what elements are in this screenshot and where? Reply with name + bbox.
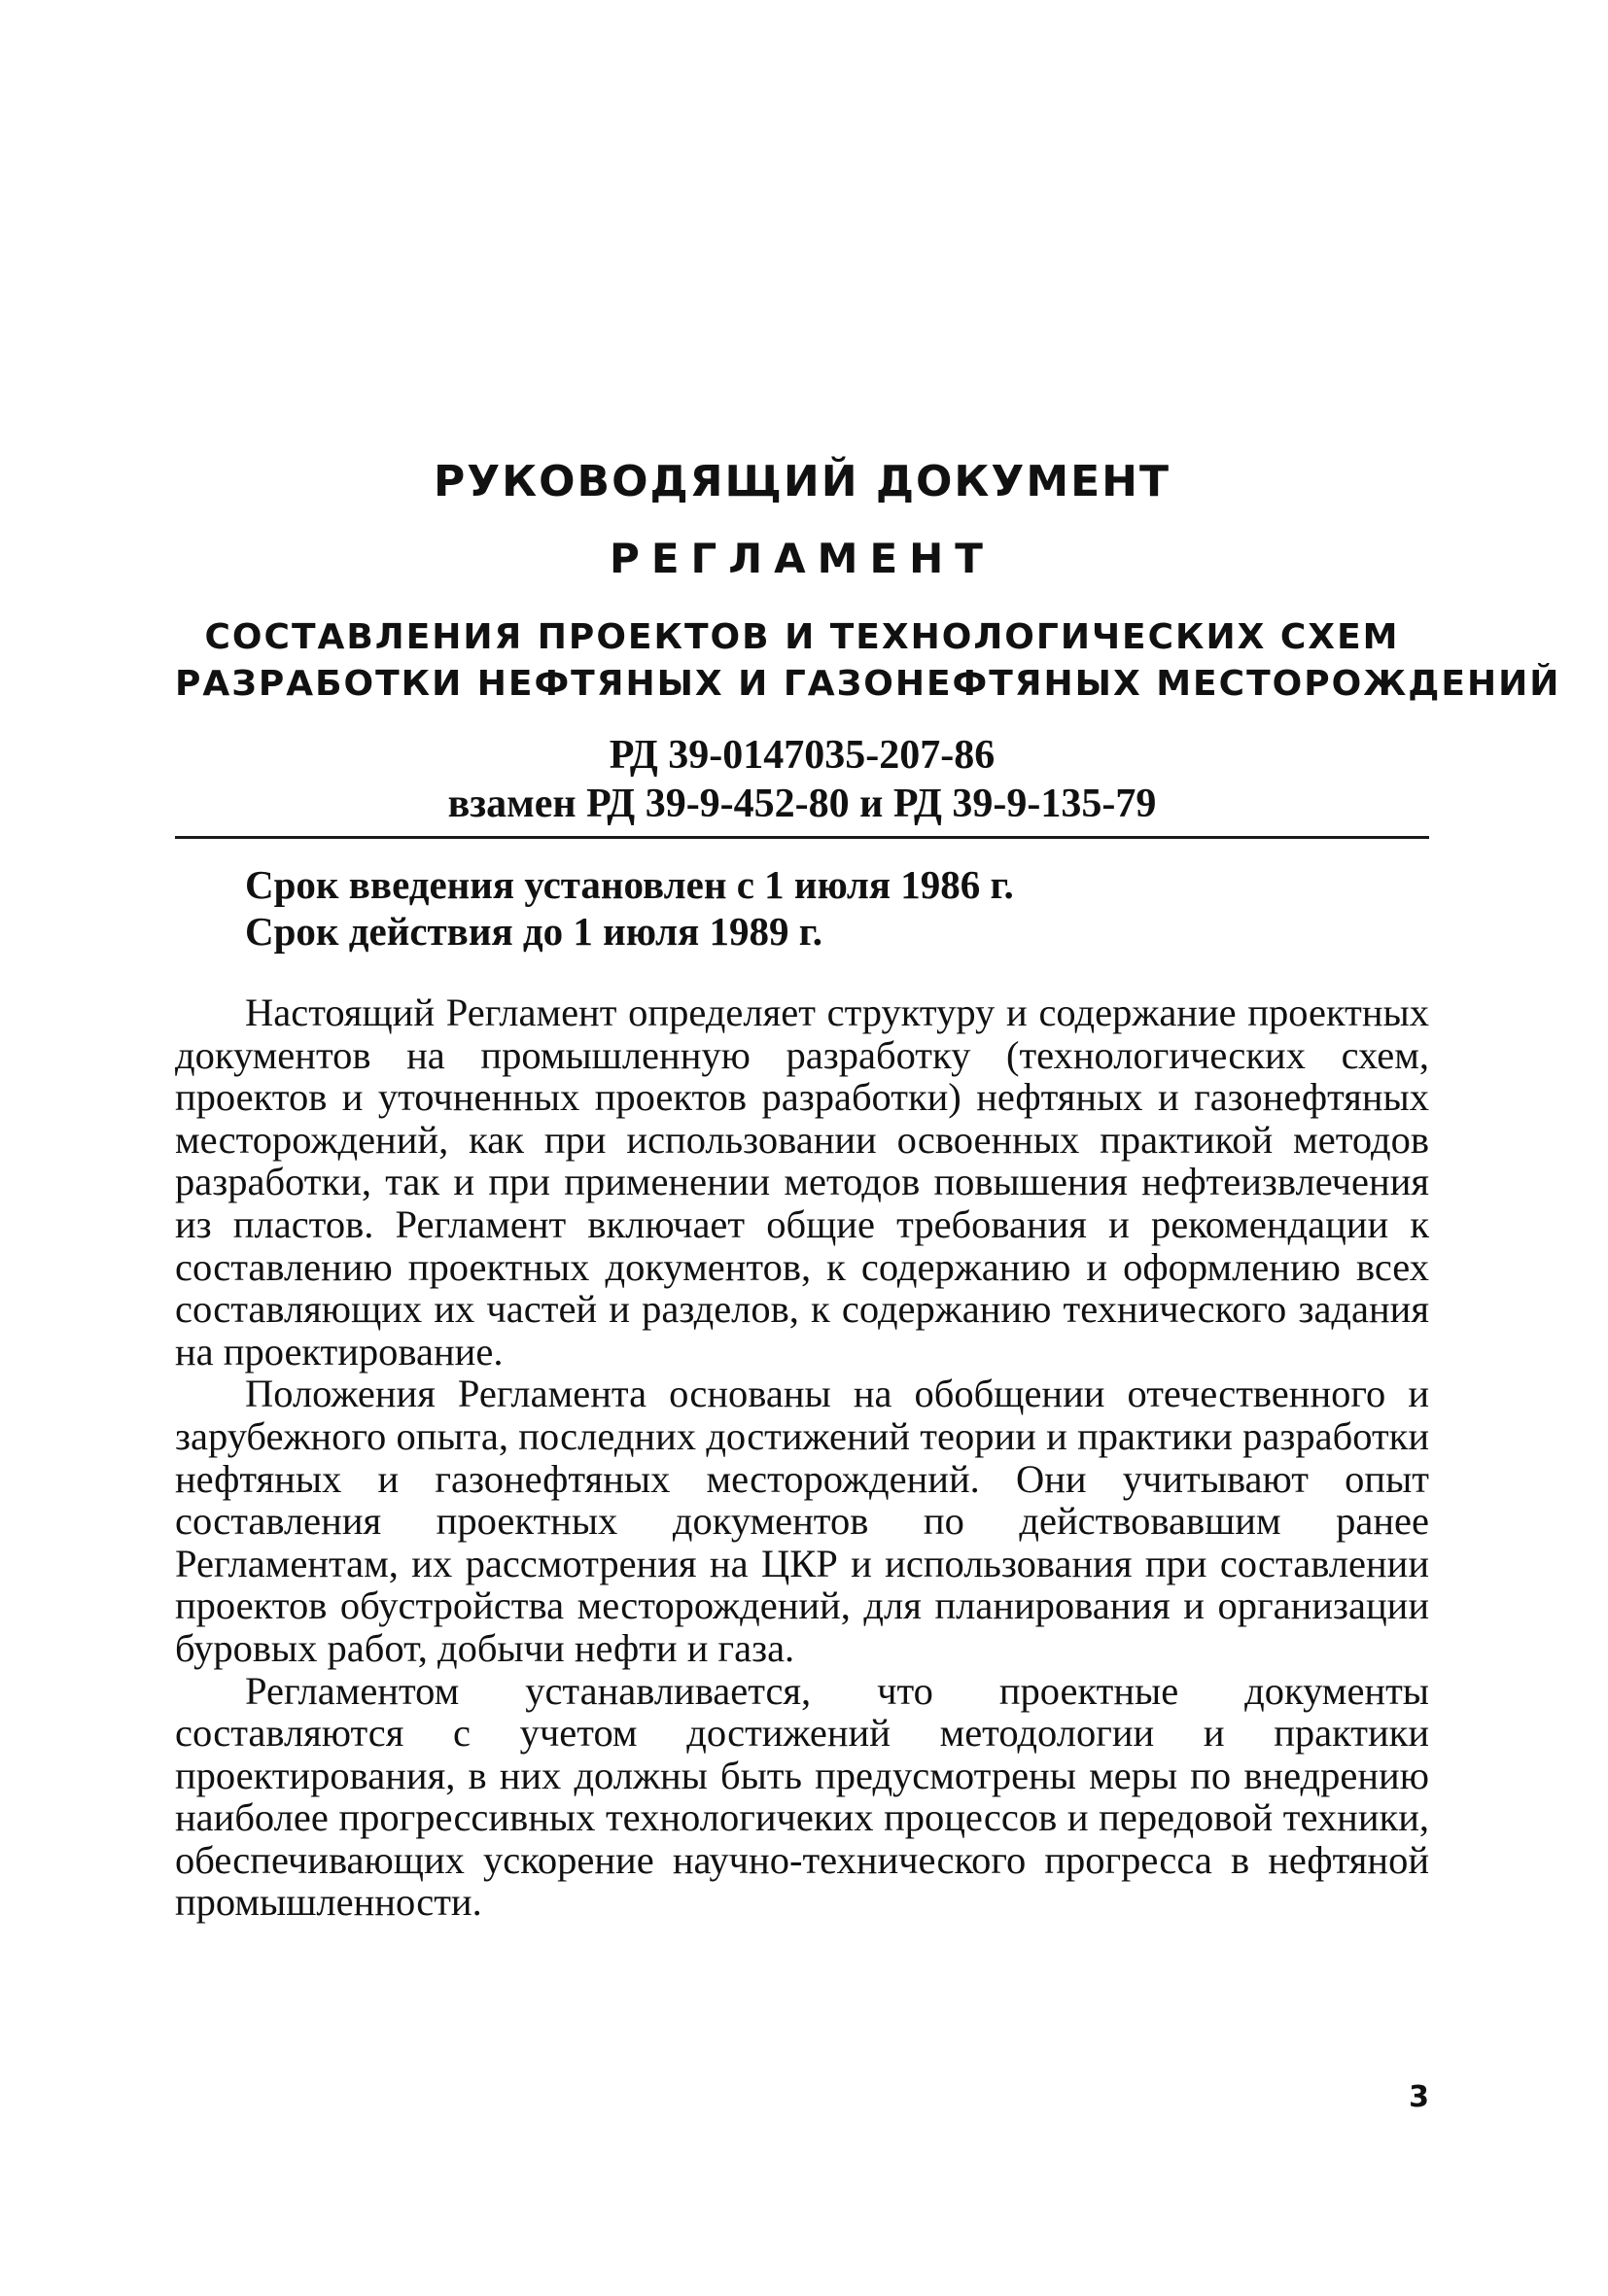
body-text — [175, 991, 1429, 1924]
introduction-date: Срок введения установлен с 1 июля 1986 г. — [245, 862, 1014, 907]
document-type-heading: РУКОВОДЯЩИЙ ДОКУМЕНТ — [433, 457, 1171, 506]
replaces-note: взамен РД 39-9-452-80 и РД 39-9-135-79 — [447, 782, 1157, 826]
paragraph-3: Регламентом устанавливается, что проектные документы составляются с учетом достижений методологии и практики проектирования, в них должны быть предусмотрены меры по внедрению наиболее прогрессивных технологичеких процессов и передовой техники, обеспечивающих ускорение научно-технического прогресса в нефтяной промышленности. — [175, 1668, 1429, 1925]
paragraph-2: Положения Регламента основаны на обобщении отечественного и зарубежного опыта, последних достижений теории и практики разработки нефтяных и газонефтяных месторождений. Они учитывают опыт составления проектных документов по действовавшим ранее Регламентам, их рассмотрения на ЦКР и использования при составлении проектов обустройства месторождений, для планирования и организации буровых работ, добычи нефти и газа. — [175, 1372, 1429, 1670]
header-divider — [175, 836, 1429, 839]
document-code: РД 39-0147035-207-86 — [609, 733, 996, 778]
expiry-date: Срок действия до 1 июля 1989 г. — [245, 909, 822, 954]
paragraph-1: Настоящий Регламент определяет структуру и содержание проектных документов на промышленную разработку (технологических схем, проектов и уточненных проектов разработки) нефтяных и газонефтяных месторождений, как при использовании освоенных практикой методов разработки, так и при применении методов повышения нефтеизвлечения из пластов. Регламент включает общие требования и рекомендации к составлению проектных документов, к содержанию и оформлению всех составляющих их частей и разделов, к содержанию технического задания на проектирование. — [175, 991, 1429, 1374]
page-number: 3 — [1409, 2080, 1429, 2114]
validity-dates — [245, 861, 1014, 955]
subtitle-line-2: РАЗРАБОТКИ НЕФТЯНЫХ И ГАЗОНЕФТЯНЫХ МЕСТОРОЖДЕНИЙ — [175, 664, 1561, 704]
document-page — [175, 0, 1561, 2296]
document-name-heading: РЕГЛАМЕНТ — [610, 535, 995, 582]
subtitle-line-1: СОСТАВЛЕНИЯ ПРОЕКТОВ И ТЕХНОЛОГИЧЕСКИХ СХЕМ — [204, 617, 1400, 657]
document-subtitle — [175, 614, 1561, 708]
document-code-block — [175, 731, 1429, 828]
